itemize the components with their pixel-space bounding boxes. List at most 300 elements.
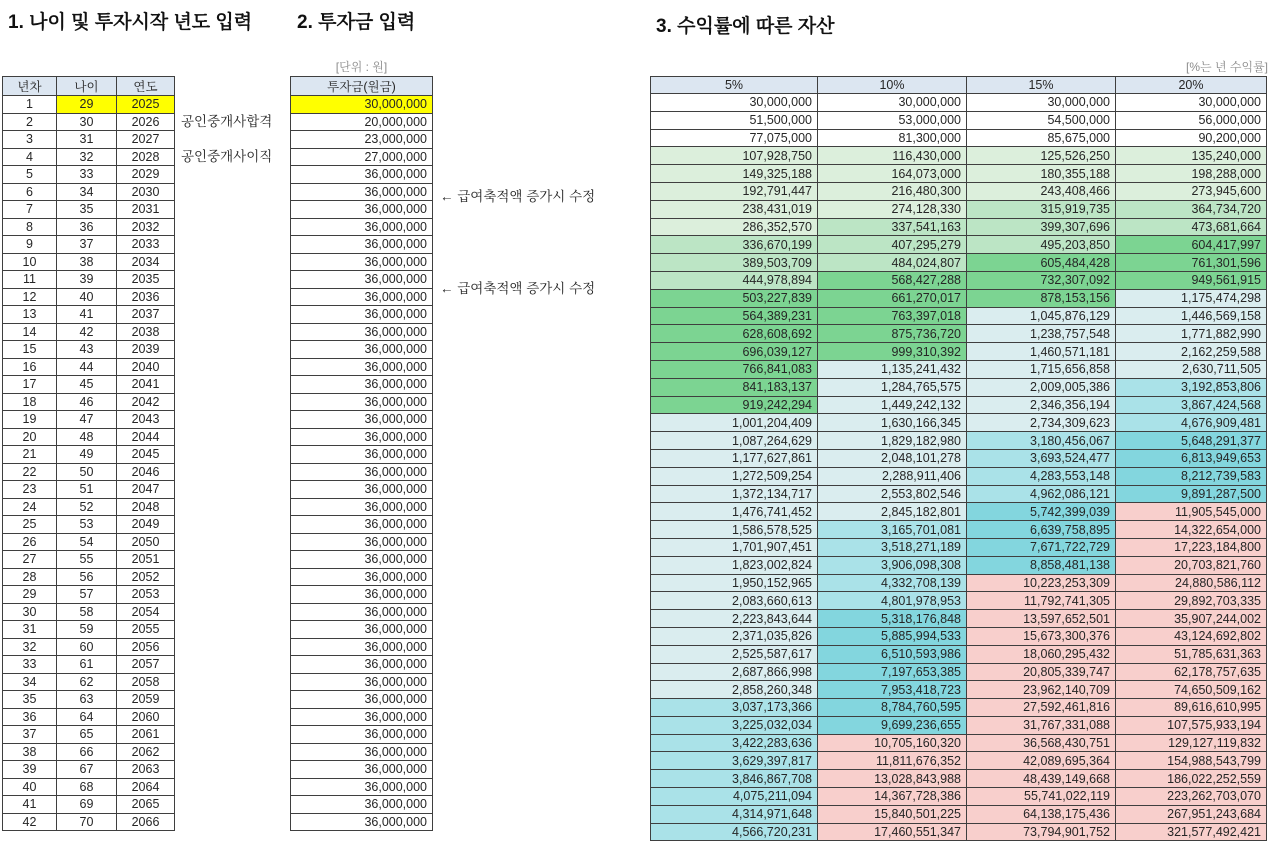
cell-asset-value[interactable]: 3,906,098,308: [818, 556, 967, 574]
cell-investment[interactable]: 36,000,000: [291, 166, 433, 184]
cell-year[interactable]: 2045: [117, 446, 175, 464]
cell-asset-value[interactable]: 2,525,587,617: [651, 645, 818, 663]
cell-asset-value[interactable]: 223,262,703,070: [1116, 788, 1267, 806]
cell-asset-value[interactable]: 17,460,551,347: [818, 823, 967, 841]
cell-year-index[interactable]: 40: [3, 778, 57, 796]
cell-asset-value[interactable]: 23,962,140,709: [967, 681, 1116, 699]
cell-asset-value[interactable]: 51,500,000: [651, 111, 818, 129]
cell-year[interactable]: 2062: [117, 743, 175, 761]
cell-age[interactable]: 37: [57, 236, 117, 254]
cell-year-index[interactable]: 27: [3, 551, 57, 569]
cell-year-index[interactable]: 12: [3, 288, 57, 306]
cell-year[interactable]: 2033: [117, 236, 175, 254]
cell-asset-value[interactable]: 90,200,000: [1116, 129, 1267, 147]
cell-investment[interactable]: 36,000,000: [291, 778, 433, 796]
cell-year-index[interactable]: 23: [3, 481, 57, 499]
cell-investment[interactable]: 36,000,000: [291, 638, 433, 656]
cell-year[interactable]: 2043: [117, 411, 175, 429]
cell-investment[interactable]: 36,000,000: [291, 796, 433, 814]
investment-column-header[interactable]: 투자금(원금): [291, 77, 433, 96]
cell-year[interactable]: 2066: [117, 813, 175, 831]
cell-investment[interactable]: 36,000,000: [291, 358, 433, 376]
cell-asset-value[interactable]: 2,858,260,348: [651, 681, 818, 699]
cell-year[interactable]: 2053: [117, 586, 175, 604]
cell-age[interactable]: 66: [57, 743, 117, 761]
cell-year[interactable]: 2025: [117, 96, 175, 114]
cell-asset-value[interactable]: 10,705,160,320: [818, 734, 967, 752]
cell-asset-value[interactable]: 273,945,600: [1116, 182, 1267, 200]
cell-age[interactable]: 30: [57, 113, 117, 131]
cell-asset-value[interactable]: 243,408,466: [967, 182, 1116, 200]
cell-asset-value[interactable]: 3,518,271,189: [818, 538, 967, 556]
cell-asset-value[interactable]: 116,430,000: [818, 147, 967, 165]
cell-asset-value[interactable]: 3,629,397,817: [651, 752, 818, 770]
cell-asset-value[interactable]: 484,024,807: [818, 254, 967, 272]
cell-asset-value[interactable]: 48,439,149,668: [967, 770, 1116, 788]
cell-asset-value[interactable]: 1,476,741,452: [651, 503, 818, 521]
cell-age[interactable]: 34: [57, 183, 117, 201]
cell-asset-value[interactable]: 1,460,571,181: [967, 343, 1116, 361]
column-header-year[interactable]: 연도: [117, 77, 175, 96]
cell-asset-value[interactable]: 73,794,901,752: [967, 823, 1116, 841]
cell-asset-value[interactable]: 1,087,264,629: [651, 432, 818, 450]
cell-asset-value[interactable]: 238,431,019: [651, 200, 818, 218]
cell-year[interactable]: 2049: [117, 516, 175, 534]
cell-year[interactable]: 2037: [117, 306, 175, 324]
cell-year[interactable]: 2041: [117, 376, 175, 394]
cell-asset-value[interactable]: 5,318,176,848: [818, 610, 967, 628]
cell-asset-value[interactable]: 7,671,722,729: [967, 538, 1116, 556]
cell-year[interactable]: 2059: [117, 691, 175, 709]
cell-asset-value[interactable]: 85,675,000: [967, 129, 1116, 147]
cell-asset-value[interactable]: 407,295,279: [818, 236, 967, 254]
cell-asset-value[interactable]: 5,885,994,533: [818, 627, 967, 645]
cell-asset-value[interactable]: 2,734,309,623: [967, 414, 1116, 432]
cell-asset-value[interactable]: 30,000,000: [651, 94, 818, 112]
cell-asset-value[interactable]: 1,771,882,990: [1116, 325, 1267, 343]
cell-year[interactable]: 2029: [117, 166, 175, 184]
cell-asset-value[interactable]: 315,919,735: [967, 200, 1116, 218]
cell-year-index[interactable]: 20: [3, 428, 57, 446]
cell-investment[interactable]: 30,000,000: [291, 96, 433, 114]
cell-asset-value[interactable]: 732,307,092: [967, 271, 1116, 289]
cell-asset-value[interactable]: 949,561,915: [1116, 271, 1267, 289]
cell-asset-value[interactable]: 43,124,692,802: [1116, 627, 1267, 645]
cell-age[interactable]: 63: [57, 691, 117, 709]
cell-asset-value[interactable]: 7,197,653,385: [818, 663, 967, 681]
cell-asset-value[interactable]: 1,449,242,132: [818, 396, 967, 414]
cell-asset-value[interactable]: 107,575,933,194: [1116, 716, 1267, 734]
cell-age[interactable]: 36: [57, 218, 117, 236]
cell-asset-value[interactable]: 51,785,631,363: [1116, 645, 1267, 663]
cell-year-index[interactable]: 3: [3, 131, 57, 149]
cell-year-index[interactable]: 24: [3, 498, 57, 516]
cell-asset-value[interactable]: 3,225,032,034: [651, 716, 818, 734]
rate-column-header[interactable]: 5%: [651, 77, 818, 94]
cell-age[interactable]: 67: [57, 761, 117, 779]
cell-year-index[interactable]: 6: [3, 183, 57, 201]
cell-asset-value[interactable]: 503,227,839: [651, 289, 818, 307]
cell-year[interactable]: 2031: [117, 201, 175, 219]
cell-asset-value[interactable]: 919,242,294: [651, 396, 818, 414]
cell-asset-value[interactable]: 628,608,692: [651, 325, 818, 343]
cell-investment[interactable]: 36,000,000: [291, 341, 433, 359]
cell-asset-value[interactable]: 6,813,949,653: [1116, 449, 1267, 467]
cell-asset-value[interactable]: 1,715,656,858: [967, 360, 1116, 378]
cell-asset-value[interactable]: 2,553,802,546: [818, 485, 967, 503]
cell-asset-value[interactable]: 3,867,424,568: [1116, 396, 1267, 414]
cell-year[interactable]: 2060: [117, 708, 175, 726]
cell-age[interactable]: 62: [57, 673, 117, 691]
cell-asset-value[interactable]: 56,000,000: [1116, 111, 1267, 129]
cell-year[interactable]: 2048: [117, 498, 175, 516]
cell-age[interactable]: 56: [57, 568, 117, 586]
cell-asset-value[interactable]: 53,000,000: [818, 111, 967, 129]
cell-age[interactable]: 68: [57, 778, 117, 796]
cell-asset-value[interactable]: 17,223,184,800: [1116, 538, 1267, 556]
cell-year[interactable]: 2061: [117, 726, 175, 744]
cell-asset-value[interactable]: 1,446,569,158: [1116, 307, 1267, 325]
cell-age[interactable]: 45: [57, 376, 117, 394]
cell-asset-value[interactable]: 14,322,654,000: [1116, 521, 1267, 539]
cell-asset-value[interactable]: 4,283,553,148: [967, 467, 1116, 485]
cell-year-index[interactable]: 34: [3, 673, 57, 691]
cell-year-index[interactable]: 14: [3, 323, 57, 341]
cell-asset-value[interactable]: 29,892,703,335: [1116, 592, 1267, 610]
cell-investment[interactable]: 36,000,000: [291, 323, 433, 341]
cell-year-index[interactable]: 26: [3, 533, 57, 551]
cell-year[interactable]: 2057: [117, 656, 175, 674]
cell-asset-value[interactable]: 6,639,758,895: [967, 521, 1116, 539]
cell-investment[interactable]: 36,000,000: [291, 393, 433, 411]
cell-investment[interactable]: 36,000,000: [291, 481, 433, 499]
cell-investment[interactable]: 27,000,000: [291, 148, 433, 166]
cell-year-index[interactable]: 32: [3, 638, 57, 656]
cell-asset-value[interactable]: 3,165,701,081: [818, 521, 967, 539]
cell-asset-value[interactable]: 154,988,543,799: [1116, 752, 1267, 770]
cell-investment[interactable]: 36,000,000: [291, 621, 433, 639]
cell-year-index[interactable]: 15: [3, 341, 57, 359]
cell-asset-value[interactable]: 1,175,474,298: [1116, 289, 1267, 307]
cell-asset-value[interactable]: 495,203,850: [967, 236, 1116, 254]
cell-investment[interactable]: 36,000,000: [291, 376, 433, 394]
cell-asset-value[interactable]: 841,183,137: [651, 378, 818, 396]
cell-asset-value[interactable]: 564,389,231: [651, 307, 818, 325]
cell-year[interactable]: 2030: [117, 183, 175, 201]
cell-year[interactable]: 2036: [117, 288, 175, 306]
cell-asset-value[interactable]: 89,616,610,995: [1116, 699, 1267, 717]
cell-asset-value[interactable]: 1,829,182,980: [818, 432, 967, 450]
cell-year[interactable]: 2044: [117, 428, 175, 446]
cell-asset-value[interactable]: 74,650,509,162: [1116, 681, 1267, 699]
cell-investment[interactable]: 36,000,000: [291, 306, 433, 324]
cell-age[interactable]: 44: [57, 358, 117, 376]
cell-asset-value[interactable]: 2,630,711,505: [1116, 360, 1267, 378]
cell-year-index[interactable]: 21: [3, 446, 57, 464]
cell-year-index[interactable]: 16: [3, 358, 57, 376]
cell-asset-value[interactable]: 364,734,720: [1116, 200, 1267, 218]
cell-year-index[interactable]: 22: [3, 463, 57, 481]
cell-asset-value[interactable]: 389,503,709: [651, 254, 818, 272]
cell-asset-value[interactable]: 1,950,152,965: [651, 574, 818, 592]
cell-age[interactable]: 64: [57, 708, 117, 726]
cell-asset-value[interactable]: 180,355,188: [967, 165, 1116, 183]
cell-investment[interactable]: 36,000,000: [291, 533, 433, 551]
cell-year-index[interactable]: 10: [3, 253, 57, 271]
cell-year-index[interactable]: 4: [3, 148, 57, 166]
cell-asset-value[interactable]: 337,541,163: [818, 218, 967, 236]
cell-asset-value[interactable]: 30,000,000: [818, 94, 967, 112]
cell-asset-value[interactable]: 2,162,259,588: [1116, 343, 1267, 361]
cell-year[interactable]: 2034: [117, 253, 175, 271]
cell-asset-value[interactable]: 2,223,843,644: [651, 610, 818, 628]
cell-year[interactable]: 2035: [117, 271, 175, 289]
cell-asset-value[interactable]: 1,586,578,525: [651, 521, 818, 539]
cell-asset-value[interactable]: 1,701,907,451: [651, 538, 818, 556]
cell-year[interactable]: 2046: [117, 463, 175, 481]
cell-year[interactable]: 2039: [117, 341, 175, 359]
cell-age[interactable]: 42: [57, 323, 117, 341]
cell-asset-value[interactable]: 4,962,086,121: [967, 485, 1116, 503]
cell-year[interactable]: 2065: [117, 796, 175, 814]
cell-year[interactable]: 2042: [117, 393, 175, 411]
cell-asset-value[interactable]: 62,178,757,635: [1116, 663, 1267, 681]
cell-year-index[interactable]: 8: [3, 218, 57, 236]
cell-asset-value[interactable]: 875,736,720: [818, 325, 967, 343]
cell-investment[interactable]: 36,000,000: [291, 691, 433, 709]
rate-column-header[interactable]: 20%: [1116, 77, 1267, 94]
cell-investment[interactable]: 36,000,000: [291, 761, 433, 779]
cell-investment[interactable]: 36,000,000: [291, 673, 433, 691]
cell-asset-value[interactable]: 4,566,720,231: [651, 823, 818, 841]
cell-year-index[interactable]: 1: [3, 96, 57, 114]
cell-asset-value[interactable]: 4,314,971,648: [651, 805, 818, 823]
cell-age[interactable]: 69: [57, 796, 117, 814]
cell-asset-value[interactable]: 36,568,430,751: [967, 734, 1116, 752]
cell-year-index[interactable]: 9: [3, 236, 57, 254]
cell-asset-value[interactable]: 473,681,664: [1116, 218, 1267, 236]
cell-asset-value[interactable]: 1,238,757,548: [967, 325, 1116, 343]
cell-investment[interactable]: 36,000,000: [291, 253, 433, 271]
cell-year[interactable]: 2052: [117, 568, 175, 586]
cell-asset-value[interactable]: 198,288,000: [1116, 165, 1267, 183]
cell-year-index[interactable]: 35: [3, 691, 57, 709]
cell-asset-value[interactable]: 1,001,204,409: [651, 414, 818, 432]
cell-asset-value[interactable]: 2,288,911,406: [818, 467, 967, 485]
cell-asset-value[interactable]: 81,300,000: [818, 129, 967, 147]
cell-year[interactable]: 2040: [117, 358, 175, 376]
cell-asset-value[interactable]: 42,089,695,364: [967, 752, 1116, 770]
cell-year[interactable]: 2054: [117, 603, 175, 621]
cell-year[interactable]: 2064: [117, 778, 175, 796]
cell-asset-value[interactable]: 568,427,288: [818, 271, 967, 289]
cell-investment[interactable]: 36,000,000: [291, 708, 433, 726]
cell-asset-value[interactable]: 267,951,243,684: [1116, 805, 1267, 823]
cell-year-index[interactable]: 30: [3, 603, 57, 621]
cell-asset-value[interactable]: 125,526,250: [967, 147, 1116, 165]
cell-age[interactable]: 50: [57, 463, 117, 481]
cell-year[interactable]: 2038: [117, 323, 175, 341]
cell-age[interactable]: 33: [57, 166, 117, 184]
cell-asset-value[interactable]: 27,592,461,816: [967, 699, 1116, 717]
cell-age[interactable]: 29: [57, 96, 117, 114]
cell-investment[interactable]: 36,000,000: [291, 271, 433, 289]
cell-age[interactable]: 31: [57, 131, 117, 149]
cell-year-index[interactable]: 39: [3, 761, 57, 779]
cell-year[interactable]: 2026: [117, 113, 175, 131]
cell-year[interactable]: 2056: [117, 638, 175, 656]
cell-year-index[interactable]: 13: [3, 306, 57, 324]
salary-adjust-note[interactable]: ← 급여축적액 증가시 수정: [440, 281, 596, 297]
cell-asset-value[interactable]: 336,670,199: [651, 236, 818, 254]
cell-investment[interactable]: 36,000,000: [291, 656, 433, 674]
cell-asset-value[interactable]: 999,310,392: [818, 343, 967, 361]
rate-column-header[interactable]: 15%: [967, 77, 1116, 94]
cell-asset-value[interactable]: 3,846,867,708: [651, 770, 818, 788]
cell-year-index[interactable]: 37: [3, 726, 57, 744]
cell-investment[interactable]: 36,000,000: [291, 288, 433, 306]
cell-asset-value[interactable]: 6,510,593,986: [818, 645, 967, 663]
cell-asset-value[interactable]: 399,307,696: [967, 218, 1116, 236]
cell-asset-value[interactable]: 186,022,252,559: [1116, 770, 1267, 788]
cell-asset-value[interactable]: 3,422,283,636: [651, 734, 818, 752]
column-header-year-index[interactable]: 년차: [3, 77, 57, 96]
cell-asset-value[interactable]: 9,699,236,655: [818, 716, 967, 734]
cell-year-index[interactable]: 25: [3, 516, 57, 534]
cell-asset-value[interactable]: 605,484,428: [967, 254, 1116, 272]
license-pass-note[interactable]: 공인중개사합격: [181, 114, 273, 129]
cell-asset-value[interactable]: 1,284,765,575: [818, 378, 967, 396]
cell-year-index[interactable]: 38: [3, 743, 57, 761]
cell-age[interactable]: 53: [57, 516, 117, 534]
cell-year-index[interactable]: 17: [3, 376, 57, 394]
cell-asset-value[interactable]: 30,000,000: [967, 94, 1116, 112]
column-header-age[interactable]: 나이: [57, 77, 117, 96]
cell-asset-value[interactable]: 11,792,741,305: [967, 592, 1116, 610]
cell-age[interactable]: 58: [57, 603, 117, 621]
cell-investment[interactable]: 36,000,000: [291, 813, 433, 831]
cell-year[interactable]: 2063: [117, 761, 175, 779]
cell-asset-value[interactable]: 2,346,356,194: [967, 396, 1116, 414]
cell-year[interactable]: 2047: [117, 481, 175, 499]
cell-year-index[interactable]: 36: [3, 708, 57, 726]
cell-asset-value[interactable]: 149,325,188: [651, 165, 818, 183]
cell-asset-value[interactable]: 24,880,586,112: [1116, 574, 1267, 592]
cell-asset-value[interactable]: 4,075,211,094: [651, 788, 818, 806]
cell-year[interactable]: 2028: [117, 148, 175, 166]
cell-asset-value[interactable]: 13,028,843,988: [818, 770, 967, 788]
cell-asset-value[interactable]: 8,858,481,138: [967, 556, 1116, 574]
cell-age[interactable]: 57: [57, 586, 117, 604]
cell-age[interactable]: 41: [57, 306, 117, 324]
cell-investment[interactable]: 36,000,000: [291, 236, 433, 254]
cell-age[interactable]: 51: [57, 481, 117, 499]
cell-asset-value[interactable]: 1,045,876,129: [967, 307, 1116, 325]
cell-asset-value[interactable]: 766,841,083: [651, 360, 818, 378]
cell-year-index[interactable]: 18: [3, 393, 57, 411]
cell-asset-value[interactable]: 15,840,501,225: [818, 805, 967, 823]
cell-asset-value[interactable]: 2,371,035,826: [651, 627, 818, 645]
cell-asset-value[interactable]: 1,177,627,861: [651, 449, 818, 467]
cell-age[interactable]: 38: [57, 253, 117, 271]
cell-year[interactable]: 2050: [117, 533, 175, 551]
cell-asset-value[interactable]: 604,417,997: [1116, 236, 1267, 254]
cell-asset-value[interactable]: 35,907,244,002: [1116, 610, 1267, 628]
cell-age[interactable]: 55: [57, 551, 117, 569]
cell-investment[interactable]: 36,000,000: [291, 201, 433, 219]
cell-asset-value[interactable]: 3,180,456,067: [967, 432, 1116, 450]
cell-age[interactable]: 61: [57, 656, 117, 674]
cell-asset-value[interactable]: 1,272,509,254: [651, 467, 818, 485]
cell-asset-value[interactable]: 4,332,708,139: [818, 574, 967, 592]
cell-investment[interactable]: 36,000,000: [291, 183, 433, 201]
cell-investment[interactable]: 36,000,000: [291, 516, 433, 534]
cell-asset-value[interactable]: 8,212,739,583: [1116, 467, 1267, 485]
cell-asset-value[interactable]: 11,811,676,352: [818, 752, 967, 770]
cell-asset-value[interactable]: 4,801,978,953: [818, 592, 967, 610]
cell-investment[interactable]: 36,000,000: [291, 446, 433, 464]
cell-asset-value[interactable]: 14,367,728,386: [818, 788, 967, 806]
cell-age[interactable]: 54: [57, 533, 117, 551]
cell-asset-value[interactable]: 30,000,000: [1116, 94, 1267, 112]
cell-investment[interactable]: 36,000,000: [291, 428, 433, 446]
cell-age[interactable]: 39: [57, 271, 117, 289]
cell-investment[interactable]: 36,000,000: [291, 551, 433, 569]
cell-asset-value[interactable]: 192,791,447: [651, 182, 818, 200]
cell-asset-value[interactable]: 2,009,005,386: [967, 378, 1116, 396]
cell-asset-value[interactable]: 20,805,339,747: [967, 663, 1116, 681]
cell-asset-value[interactable]: 1,823,002,824: [651, 556, 818, 574]
cell-asset-value[interactable]: 274,128,330: [818, 200, 967, 218]
cell-year[interactable]: 2032: [117, 218, 175, 236]
cell-year-index[interactable]: 11: [3, 271, 57, 289]
cell-asset-value[interactable]: 763,397,018: [818, 307, 967, 325]
cell-age[interactable]: 47: [57, 411, 117, 429]
cell-asset-value[interactable]: 5,648,291,377: [1116, 432, 1267, 450]
cell-asset-value[interactable]: 1,372,134,717: [651, 485, 818, 503]
cell-asset-value[interactable]: 15,673,300,376: [967, 627, 1116, 645]
cell-asset-value[interactable]: 878,153,156: [967, 289, 1116, 307]
cell-asset-value[interactable]: 18,060,295,432: [967, 645, 1116, 663]
cell-asset-value[interactable]: 31,767,331,088: [967, 716, 1116, 734]
cell-year-index[interactable]: 31: [3, 621, 57, 639]
cell-asset-value[interactable]: 2,845,182,801: [818, 503, 967, 521]
cell-asset-value[interactable]: 2,083,660,613: [651, 592, 818, 610]
cell-year-index[interactable]: 2: [3, 113, 57, 131]
cell-investment[interactable]: 36,000,000: [291, 498, 433, 516]
cell-asset-value[interactable]: 3,192,853,806: [1116, 378, 1267, 396]
cell-investment[interactable]: 23,000,000: [291, 131, 433, 149]
cell-age[interactable]: 49: [57, 446, 117, 464]
cell-year-index[interactable]: 5: [3, 166, 57, 184]
cell-investment[interactable]: 36,000,000: [291, 603, 433, 621]
cell-investment[interactable]: 36,000,000: [291, 411, 433, 429]
cell-asset-value[interactable]: 77,075,000: [651, 129, 818, 147]
cell-asset-value[interactable]: 5,742,399,039: [967, 503, 1116, 521]
cell-asset-value[interactable]: 661,270,017: [818, 289, 967, 307]
cell-asset-value[interactable]: 107,928,750: [651, 147, 818, 165]
cell-investment[interactable]: 36,000,000: [291, 218, 433, 236]
cell-year[interactable]: 2027: [117, 131, 175, 149]
cell-asset-value[interactable]: 135,240,000: [1116, 147, 1267, 165]
cell-asset-value[interactable]: 2,048,101,278: [818, 449, 967, 467]
cell-year-index[interactable]: 28: [3, 568, 57, 586]
cell-year-index[interactable]: 41: [3, 796, 57, 814]
cell-asset-value[interactable]: 13,597,652,501: [967, 610, 1116, 628]
job-change-note[interactable]: 공인중개사이직: [181, 149, 273, 164]
cell-age[interactable]: 52: [57, 498, 117, 516]
cell-age[interactable]: 70: [57, 813, 117, 831]
